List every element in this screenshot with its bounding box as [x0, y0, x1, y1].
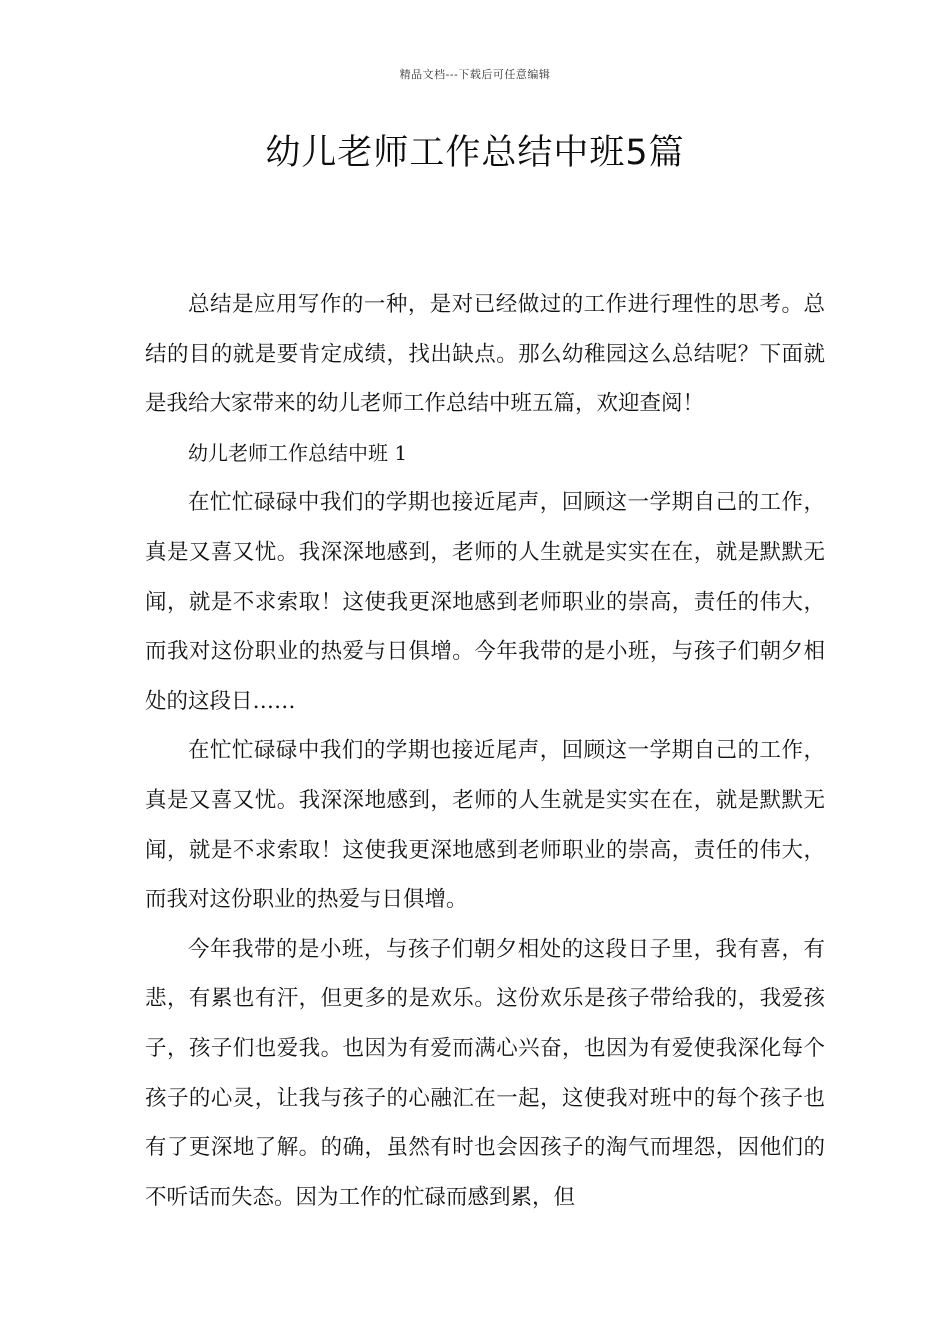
- body-paragraph-3: 今年我带的是小班，与孩子们朝夕相处的这段日子里，我有喜，有悲，有累也有汗，但更多的是欢乐。这份欢乐是孩子带给我的，我爱孩子，孩子们也爱我。也因为有爱而满心兴奋，也因为有爱使我深化每个孩子的心灵，让我与孩子的心融汇在一起，这使我对班中的每个孩子也有了更深地了解。的确，虽然有时也会因孩子的淘气而埋怨，因他们的不听话而失态。因为工作的忙碌而感到累，但: [145, 936, 825, 1210]
- document-body: [145, 280, 825, 1222]
- body-paragraph-2: 在忙忙碌碌中我们的学期也接近尾声，回顾这一学期自己的工作，真是又喜又忧。我深深地感到，老师的人生就是实实在在，就是默默无闻，就是不求索取！这使我更深地感到老师职业的崇高，责任的伟大，而我对这份职业的热爱与日俱增。: [145, 738, 825, 913]
- section-heading: 幼儿老师工作总结中班 1: [188, 440, 408, 465]
- document-title: 幼儿老师工作总结中班5篇: [265, 133, 685, 173]
- intro-paragraph: 总结是应用写作的一种，是对已经做过的工作进行理性的思考。总结的目的就是要肯定成绩，找出缺点。那么幼稚园这么总结呢？下面就是我给大家带来的幼儿老师工作总结中班五篇，欢迎查阅！: [145, 292, 825, 417]
- body-paragraph-1: 在忙忙碌碌中我们的学期也接近尾声，回顾这一学期自己的工作，真是又喜又忧。我深深地感到，老师的人生就是实实在在，就是默默无闻，就是不求索取！这使我更深地感到老师职业的崇高，责任的伟大，而我对这份职业的热爱与日俱增。今年我带的是小班，与孩子们朝夕相处的这段日……: [145, 490, 825, 714]
- header-note: 精品文档---下载后可任意编辑: [399, 68, 551, 81]
